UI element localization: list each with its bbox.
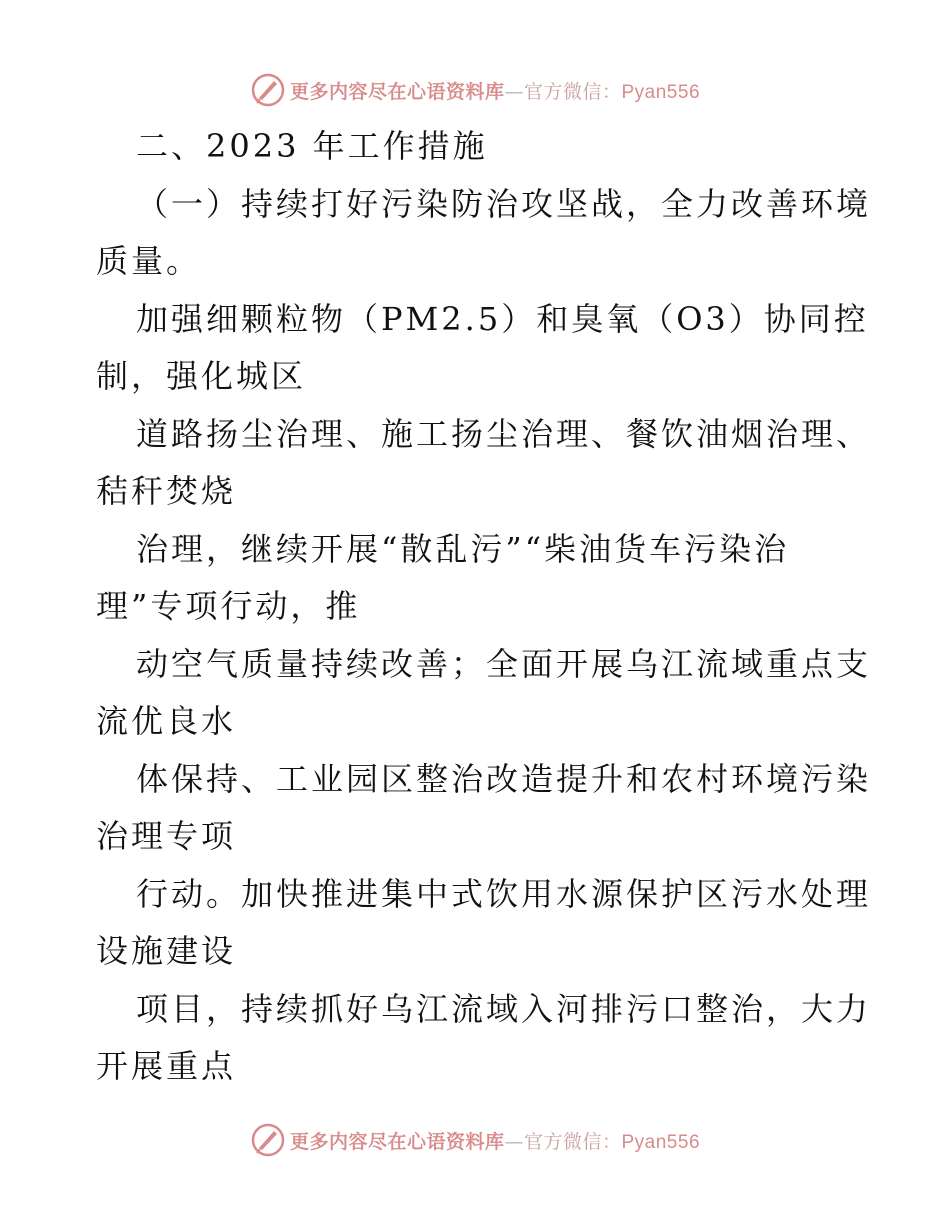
text-line: 质量。 [96,242,202,280]
text-line: 流优良水 [96,702,237,740]
text-line: 加强细颗粒物（PM2.5）和臭氧（O3）协同控 [136,299,869,338]
text-line: 设施建设 [96,932,237,970]
watermark-text: 更多内容尽在心语资料库—官方微信：Pyan556 [289,80,701,103]
text-line: 项目，持续抓好乌江流域入河排污口整治，大力 [136,989,872,1028]
text-line: 动空气质量持续改善；全面开展乌江流域重点支 [136,644,872,683]
watermark-text: 更多内容尽在心语资料库—官方微信：Pyan556 [289,1130,701,1153]
quill-logo-icon [250,1122,286,1158]
text-line: 理”专项行动，推 [96,587,361,625]
text-line: 体保持、工业园区整治改造提升和农村环境污染 [136,759,872,798]
text-line: （一）持续打好污染防治攻坚战，全力改善环境 [136,184,872,223]
text-line: 行动。加快推进集中式饮用水源保护区污水处理 [136,874,872,913]
text-line: 秸秆焚烧 [96,472,237,510]
text-line: 道路扬尘治理、施工扬尘治理、餐饮油烟治理、 [136,414,872,453]
quill-logo-icon [250,72,286,108]
text-line: 制，强化城区 [96,357,307,395]
text-line: 治理，继续开展“散乱污”“柴油货车污染治 [136,529,790,568]
text-line: 治理专项 [96,817,237,855]
header-watermark [0,68,950,112]
document-body [96,118,872,1096]
footer-watermark [0,1118,950,1162]
text-line: 开展重点 [96,1047,237,1085]
text-line: 二、2023 年工作措施 [136,127,488,165]
